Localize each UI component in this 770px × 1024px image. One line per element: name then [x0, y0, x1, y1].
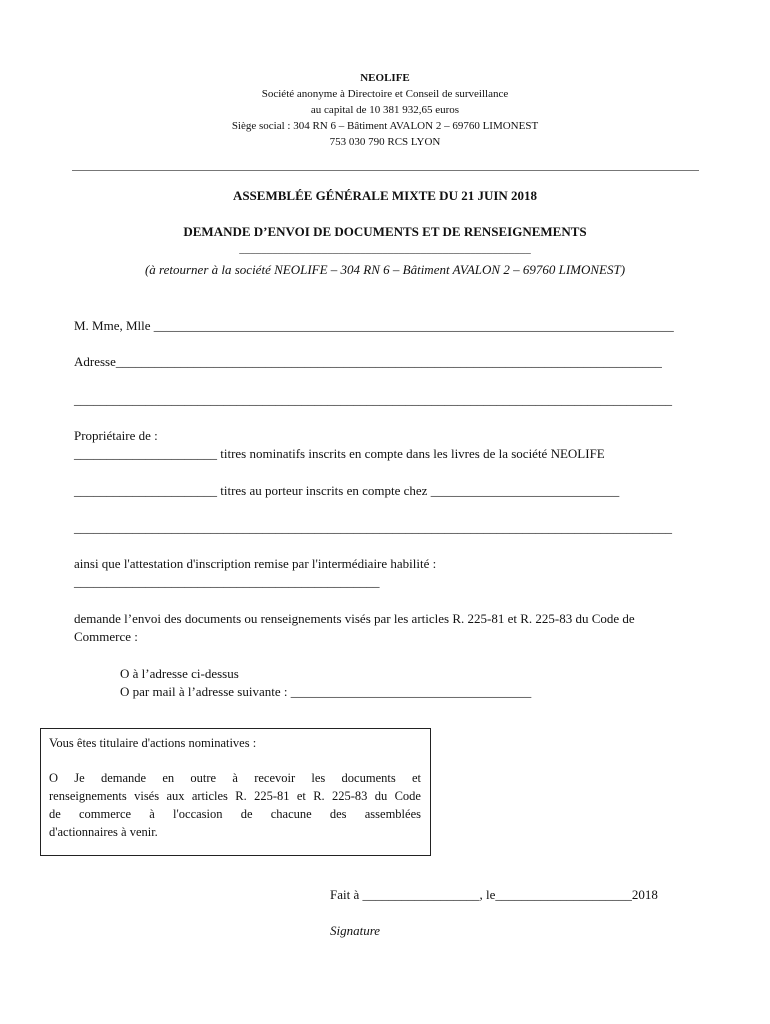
bearer-shares-field[interactable]: ______________________ titres au porteur inscrits en compte chez _____________________________ — [74, 483, 620, 498]
nominative-shares-field[interactable]: ______________________ titres nominatifs inscrits en compte dans les livres de la société NEOLIFE — [74, 446, 605, 461]
bearer-extra-field[interactable]: ____________________________________________________________________________________________ — [74, 520, 672, 535]
company-address: Siège social : 304 RN 6 – Bâtiment AVALON 2 – 69760 LIMONEST — [231, 120, 539, 132]
name-field[interactable]: M. Mme, Mlle ________________________________________________________________________________ — [74, 318, 674, 333]
company-name: NEOLIFE — [360, 72, 410, 84]
signature-label: Signature — [330, 923, 381, 938]
company-header — [0, 70, 770, 150]
box-line-1: O Je demande en outre à recevoir les documents et — [49, 771, 421, 785]
document-subtitle: DEMANDE D’ENVOI DE DOCUMENTS ET DE RENSEIGNEMENTS — [183, 224, 587, 239]
subtitle-underline: _____________________________________________________ — [239, 243, 531, 255]
place-date-field[interactable]: Fait à __________________, le_____________________2018 — [330, 887, 658, 902]
box-heading: Vous êtes titulaire d'actions nominatives : — [49, 736, 257, 750]
box-line-3: de commerce à l'occasion de chacune des assemblées — [49, 807, 421, 821]
option-mail-radio[interactable]: O par mail à l’adresse suivante : _____________________________________ — [120, 684, 532, 699]
request-text: demande l’envoi des documents ou renseignements visés par les articles R. 225-81 et R. 225-83 du Code de — [74, 611, 635, 626]
request-text-cont: Commerce : — [74, 629, 138, 644]
box-line-2: renseignements visés aux articles R. 225-81 et R. 225-83 du Code — [49, 789, 421, 803]
attestation-label: ainsi que l'attestation d'inscription remise par l'intermédiaire habilité : — [74, 556, 437, 571]
address-field[interactable]: Adresse____________________________________________________________________________________ — [74, 354, 662, 369]
company-rcs: 753 030 790 RCS LYON — [329, 136, 441, 148]
owner-label: Propriétaire de : — [74, 428, 158, 443]
company-legal-form: Société anonyme à Directoire et Conseil de surveillance — [261, 88, 509, 100]
document-title: ASSEMBLÉE GÉNÉRALE MIXTE DU 21 JUIN 2018 — [232, 188, 538, 203]
company-capital: au capital de 10 381 932,65 euros — [310, 104, 460, 116]
box-checkbox-option[interactable] — [49, 769, 421, 841]
box-line-4: d'actionnaires à venir. — [49, 825, 158, 839]
option-address-radio[interactable]: O à l’adresse ci-dessus — [120, 666, 239, 681]
address-field-line-2[interactable]: ____________________________________________________________________________________________ — [74, 392, 672, 407]
header-divider — [72, 170, 699, 171]
attestation-field[interactable]: _______________________________________________ — [74, 574, 380, 589]
return-note: (à retourner à la société NEOLIFE – 304 RN 6 – Bâtiment AVALON 2 – 69760 LIMONEST) — [144, 262, 626, 277]
